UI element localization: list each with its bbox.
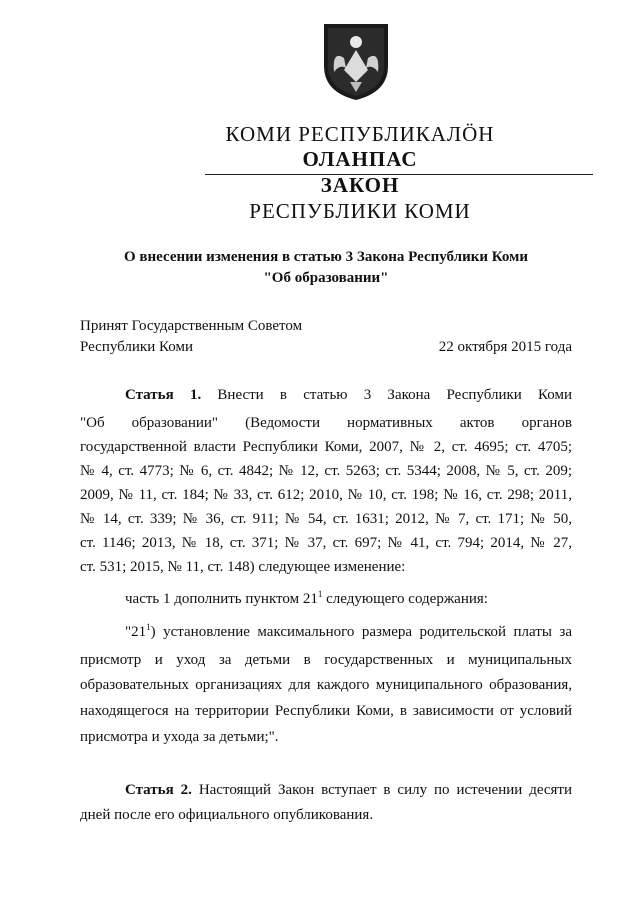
part-intro-text: часть 1 дополнить пунктом 21 xyxy=(125,591,318,607)
article1-text: Внести в статью 3 Закона Республики Коми xyxy=(217,387,572,403)
quoted-point-line: образовательных организациях для каждого муниципального образования, xyxy=(80,677,572,693)
law-subject-line: О внесении изменения в статью 3 Закона Республики Коми xyxy=(124,249,528,265)
article1-first-line xyxy=(125,385,572,405)
header-republic-komi: РЕСПУБЛИКИ КОМИ xyxy=(249,199,471,223)
article1-line: 2009, № 11, ст. 184; № 33, ст. 612; 2010, № 10, ст. 198; № 16, ст. 298; 2011, xyxy=(80,487,572,503)
adoption-date: 22 октября 2015 года xyxy=(438,339,572,355)
law-subject-line: "Об образовании" xyxy=(263,270,389,286)
quoted-point-text: ) установление максимального размера родительской платы за xyxy=(150,624,572,640)
article1-line: ст. 531; 2015, № 11, ст. 148) следующее изменение: xyxy=(80,559,406,575)
quoted-point-line: присмотра и ухода за детьми;". xyxy=(80,729,279,745)
article1-line: ст. 1146; 2013, № 18, ст. 371; № 37, ст. 697; № 41, ст. 794; 2014, № 27, xyxy=(80,535,572,551)
article1-line: "Об образовании" (Ведомости нормативных актов органов xyxy=(80,415,572,431)
part-intro-superscript: 1 xyxy=(317,589,323,599)
part-intro-text: следующего содержания: xyxy=(322,591,488,607)
article1-number: 1. xyxy=(189,387,202,403)
article1-label: Статья xyxy=(125,387,174,403)
article1-line: государственной власти Республики Коми, 2007, № 2, ст. 4695; ст. 4705; xyxy=(80,439,572,455)
quoted-point-line: присмотр и уход за детьми в государственных и муниципальных xyxy=(80,652,572,668)
article2-line: дней после его официального опубликования. xyxy=(80,807,374,823)
law-subject xyxy=(80,247,572,289)
quoted-point-line: находящегося на территории Республики Коми, в зависимости от условий xyxy=(80,703,572,719)
adoption-line: Республики Коми xyxy=(80,339,193,355)
quoted-point-superscript: 1 xyxy=(146,622,151,632)
adoption-info xyxy=(80,316,302,358)
adoption-line: Принят Государственным Советом xyxy=(80,318,303,334)
quoted-point-number: "21 xyxy=(125,624,147,640)
header-komi-republic: КОМИ РЕСПУБЛИКАЛӦН xyxy=(225,122,495,146)
article2-first-line xyxy=(125,780,572,800)
quoted-point-first-line xyxy=(125,622,572,642)
header-olanpas: ОЛАНПАС xyxy=(302,147,418,171)
article1-line: № 14, ст. 339; № 36, ст. 911; № 54, ст. 1631; 2012, № 7, ст. 171; № 50, xyxy=(80,511,572,527)
coat-of-arms-emblem xyxy=(320,20,392,102)
article2-text: Настоящий Закон вступает в силу по истечении десяти xyxy=(198,782,573,798)
article1-part-intro xyxy=(125,589,572,609)
header-zakon: ЗАКОН xyxy=(320,173,400,197)
article2-label: Статья 2. xyxy=(125,782,192,798)
article1-line: № 4, ст. 4773; № 6, ст. 4842; № 12, ст. 5263; ст. 5344; 2008, № 5, ст. 209; xyxy=(80,463,572,479)
